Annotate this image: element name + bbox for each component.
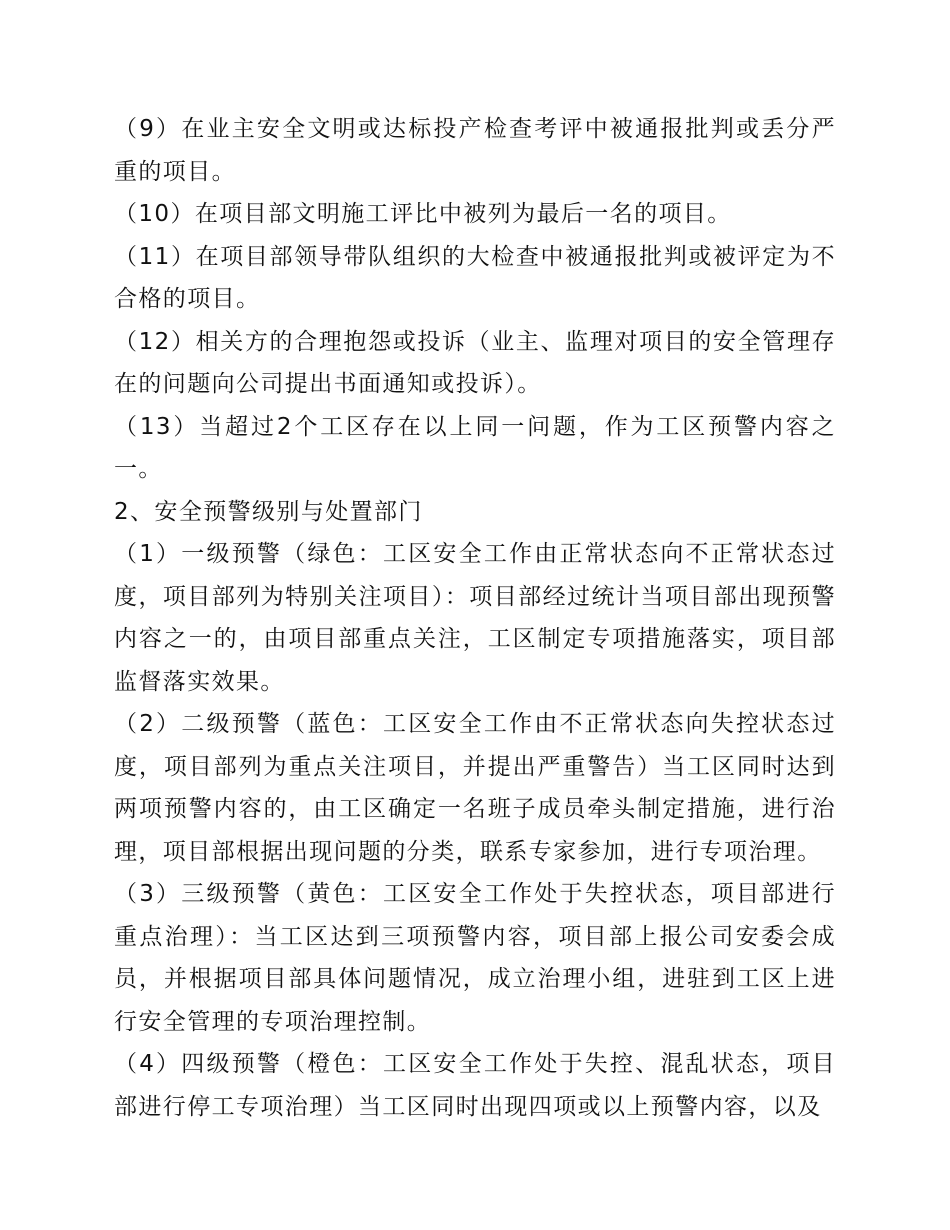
paragraph-item-13: （13）当超过2个工区存在以上同一问题，作为工区预警内容之一。: [114, 413, 836, 482]
paragraph-level-4-warning: （4）四级预警（橙色：工区安全工作处于失控、混乱状态，项目部进行停工专项治理）当工区同时出现四项或以上预警内容，以及: [114, 1051, 836, 1120]
paragraph-item-11: （11）在项目部领导带队组织的大检查中被通报批判或被评定为不合格的项目。: [114, 243, 836, 312]
paragraph-item-12: （12）相关方的合理抱怨或投诉（业主、监理对项目的安全管理存在的问题向公司提出书面通知或投诉）。: [114, 328, 836, 397]
section-heading: 2、安全预警级别与处置部门: [114, 498, 423, 525]
paragraph-item-9: （9）在业主安全文明或达标投产检查考评中被通报批判或丢分严重的项目。: [114, 116, 836, 185]
paragraph-level-1-warning: （1）一级预警（绿色：工区安全工作由正常状态向不正常状态过度，项目部列为特别关注项目）：项目部经过统计当项目部出现预警内容之一的，由项目部重点关注，工区制定专项措施落实，项目部监督落实效果。: [114, 541, 836, 695]
document-body: [114, 108, 836, 1128]
paragraph-level-3-warning: （3）三级预警（黄色：工区安全工作处于失控状态，项目部进行重点治理）：当工区达到三项预警内容，项目部上报公司安委会成员，并根据项目部具体问题情况，成立治理小组，进驻到工区上进行安全管理的专项治理控制。: [114, 881, 836, 1035]
paragraph-level-2-warning: （2）二级预警（蓝色：工区安全工作由不正常状态向失控状态过度，项目部列为重点关注项目，并提出严重警告）当工区同时达到两项预警内容的，由工区确定一名班子成员牵头制定措施，进行治理，项目部根据出现问题的分类，联系专家参加，进行专项治理。: [114, 711, 836, 865]
paragraph-item-10: （10）在项目部文明施工评比中被列为最后一名的项目。: [114, 201, 732, 227]
